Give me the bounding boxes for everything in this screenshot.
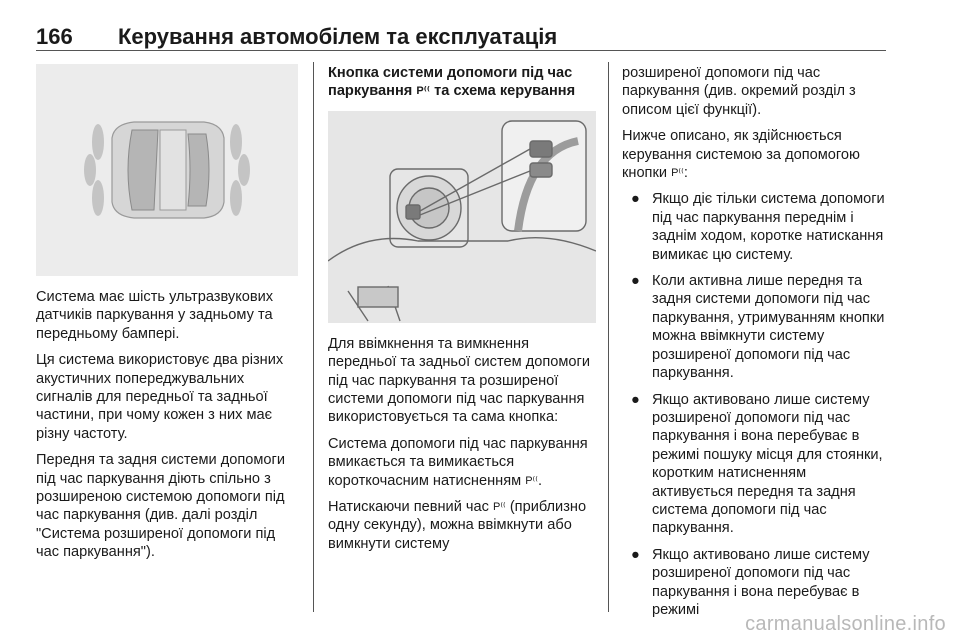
column-3 xyxy=(622,64,888,627)
column-1 xyxy=(36,64,300,570)
parking-assist-icon: P⁽⁽ xyxy=(493,501,506,514)
paragraph-advanced-assist: розширеної допомоги під час паркування (див. окремий розділ з описом цієї функції). xyxy=(622,65,856,118)
paragraph-button-usage: Для ввімкнення та вимкнення передньої та задньої систем допомоги під час паркування та розширеної системи допомоги під час паркування використовується та сама кнопка: xyxy=(328,335,590,426)
list-item: ● Якщо активовано лише систему розширеної допомоги під час паркування і вона перебуває в режимі xyxy=(631,546,870,618)
bullet-icon: ● xyxy=(631,391,640,408)
header-divider xyxy=(36,50,886,51)
parking-assist-icon: P⁽⁽ xyxy=(525,474,538,487)
column-2 xyxy=(328,64,596,561)
bullet-icon: ● xyxy=(631,546,640,563)
paragraph-control-intro: Нижче описано, як здійснюється керування системою за допомогою кнопки P⁽⁽: xyxy=(622,128,860,182)
watermark: carmanualsonline.info xyxy=(745,613,946,635)
list-item: ● Коли активна лише передня та задня системи допомоги під час паркування, утримуванням кнопки можна ввімкнути систему розширеної допомоги під час паркування. xyxy=(631,273,885,382)
chapter-title: Керування автомобілем та експлуатація xyxy=(118,24,558,49)
column-divider-1 xyxy=(313,62,314,612)
bullet-icon: ● xyxy=(631,273,640,290)
car-sensor-illustration xyxy=(36,64,298,276)
dashboard-button-illustration xyxy=(328,111,596,323)
bullet-icon: ● xyxy=(631,191,640,208)
list-item: ● Якщо активовано лише систему розширеної допомоги під час паркування і вона перебуває в режимі пошуку місця для стоянки, коротким натисненням активується передня та задня система допомоги під час паркування. xyxy=(631,391,883,537)
dashboard-icon xyxy=(328,111,596,323)
parking-assist-icon: P⁽⁽ xyxy=(416,85,431,98)
column-divider-2 xyxy=(608,62,609,612)
section-heading: Кнопка системи допомоги під час паркування P⁽⁽ та схема керування xyxy=(328,65,576,100)
paragraph-long-press: Натискаючи певний час P⁽⁽ (приблизно одну секунду), можна ввімкнути або вимкнути систему xyxy=(328,499,587,552)
paragraph-sensors: Система має шість ультразвукових датчиків паркування у задньому та передньому бампері. xyxy=(36,289,274,342)
paragraph-acoustic-signals: Ця система використовує два різних акустичних попереджувальних сигналів для передньої та задньої частини, при чому кожен з них має різну частоту. xyxy=(36,352,284,442)
page-header xyxy=(36,18,886,52)
page-number: 166 xyxy=(36,24,73,49)
paragraph-combined-systems: Передня та задня системи допомоги під час паркування діють спільно з розширеною системою допомоги під час паркування (див. далі розділ "Система розширеної допомоги під час паркування"). xyxy=(36,452,285,561)
paragraph-short-press: Система допомоги під час паркування вмикається та вимикається короткочасним натисненням P⁽⁽. xyxy=(328,435,588,489)
control-bullet-list xyxy=(622,190,888,619)
parking-assist-icon: P⁽⁽ xyxy=(671,167,684,180)
list-item: ● Якщо діє тільки система допомоги під час паркування переднім і заднім ходом, коротке натискання вимикає цю систему. xyxy=(631,191,885,263)
car-top-view-icon xyxy=(36,64,298,276)
